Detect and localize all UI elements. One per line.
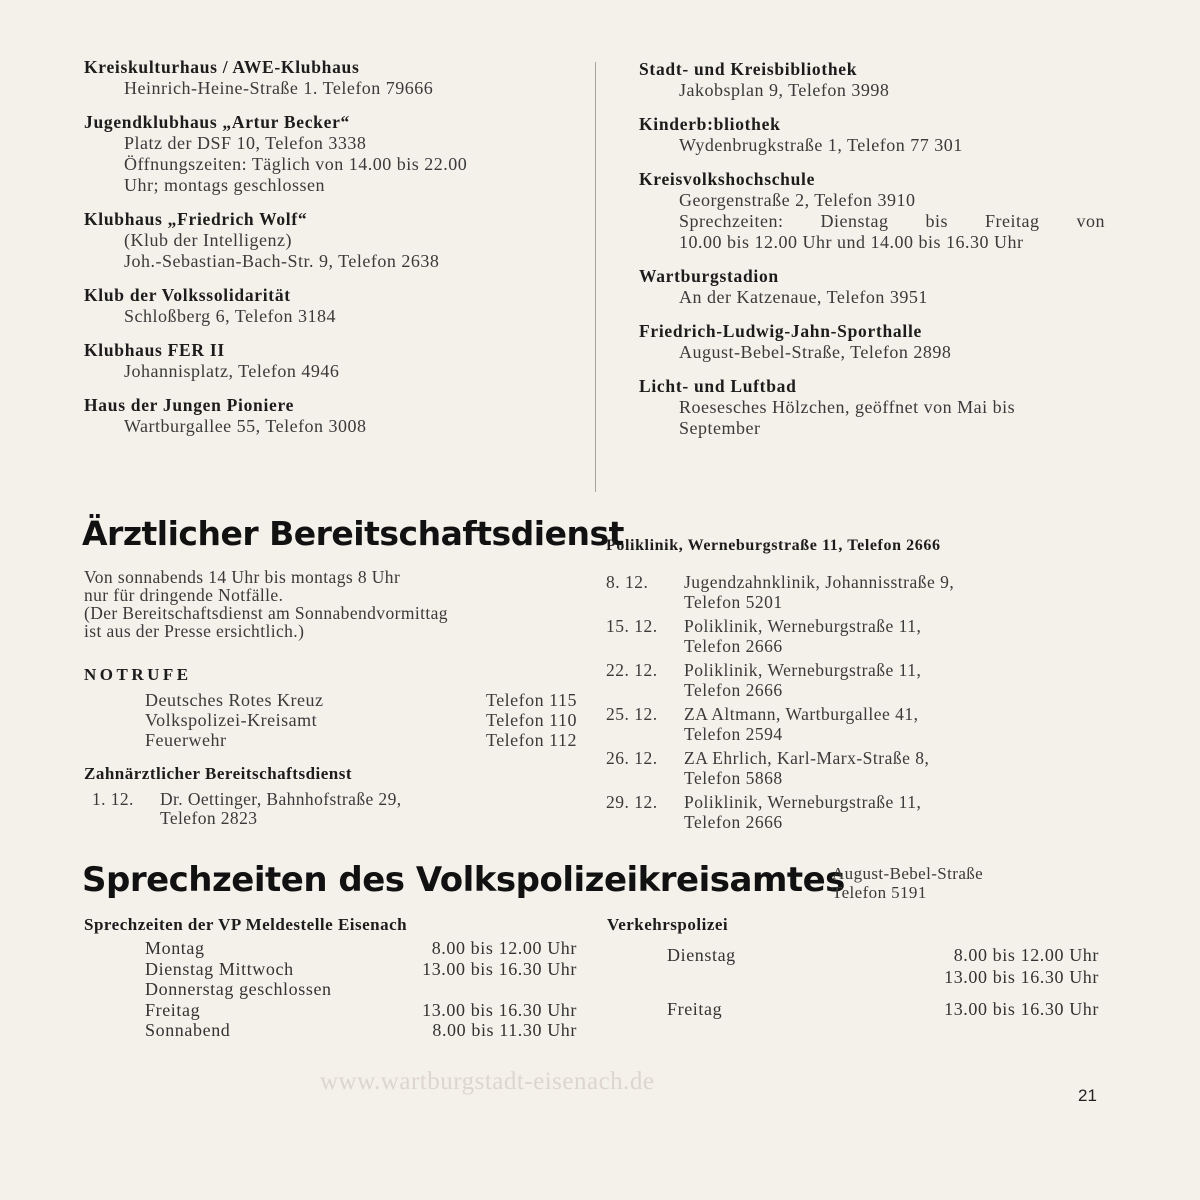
duty-line: Poliklinik, Werneburgstraße 11, [684, 660, 922, 680]
traffic-police-heading: Verkehrspolizei [607, 915, 729, 934]
entry-line: An der Katzenaue, Telefon 3951 [679, 287, 928, 307]
entry-line: Georgenstraße 2, Telefon 3910 [679, 190, 916, 210]
notruf-phone: Telefon 112 [485, 730, 577, 750]
hours-times [867, 944, 1099, 988]
entry-name: Kreisvolkshochschule [639, 169, 816, 189]
duty-line: Telefon 2666 [684, 636, 783, 656]
entry-line: Joh.-Sebastian-Bach-Str. 9, Telefon 2638 [124, 251, 440, 271]
duty-date: 22. 12. [606, 660, 658, 680]
poliklinik-address: Poliklinik, Werneburgstraße 11, Telefon 2666 [606, 537, 941, 554]
duty-text [684, 792, 921, 832]
duty-text [684, 616, 921, 656]
entry-line: Uhr; montags geschlossen [124, 175, 325, 195]
entry-name: Haus der Jungen Pioniere [84, 395, 295, 415]
entry-line: Sprechzeiten: Dienstag bis Freitag von [679, 211, 1105, 231]
section-title-police: Sprechzeiten des Volkspolizeikreisamtes [82, 860, 845, 900]
entry-name: Klubhaus „Friedrich Wolf“ [84, 209, 308, 229]
page-number: 21 [1078, 1086, 1097, 1105]
entry [84, 56, 589, 99]
emergency-notice [84, 568, 576, 640]
notice-line: Von sonnabends 14 Uhr bis montags 8 Uhr [84, 567, 401, 587]
entry-name: Stadt- und Kreisbibliothek [639, 59, 858, 79]
entry [84, 339, 589, 382]
duty-line: Telefon 2823 [160, 808, 258, 828]
entry-line: Heinrich-Heine-Straße 1. Telefon 79666 [124, 78, 434, 98]
duty-date: 26. 12. [606, 748, 658, 768]
notice-line: (Der Bereitschaftsdienst am Sonnabendvormittag [84, 603, 448, 623]
entry-line: Wartburgallee 55, Telefon 3008 [124, 416, 367, 436]
duty-text [684, 572, 954, 612]
notice-line: nur für dringende Notfälle. [84, 585, 284, 605]
list-item [606, 704, 1106, 744]
entry [639, 58, 1105, 101]
duty-date: 1. 12. [92, 789, 134, 809]
police-address [832, 864, 983, 902]
entry-line: Öffnungszeiten: Täglich von 14.00 bis 22.00 [124, 154, 468, 174]
dental-duty-heading: Zahnärztlicher Bereitschaftsdienst [84, 764, 353, 783]
list-item [606, 660, 1106, 700]
list-item [145, 730, 577, 750]
duty-text [160, 790, 402, 828]
entry [84, 208, 589, 272]
hours-time: 8.00 bis 12.00 Uhr [431, 938, 577, 958]
notruf-phone: Telefon 115 [485, 690, 577, 710]
duty-date: 25. 12. [606, 704, 658, 724]
left-entries [84, 56, 589, 449]
entry-line: August-Bebel-Straße, Telefon 2898 [679, 342, 952, 362]
address-line: Telefon 5191 [832, 883, 927, 902]
hours-time: 8.00 bis 12.00 Uhr [953, 945, 1099, 965]
duty-line: Telefon 5868 [684, 768, 783, 788]
entry [639, 375, 1105, 439]
duty-date: 15. 12. [606, 616, 658, 636]
hours-day: Dienstag [667, 945, 736, 965]
entry [639, 168, 1105, 253]
entry-line: September [679, 418, 761, 438]
notrufe-heading: NOTRUFE [84, 665, 192, 684]
entry-name: Licht- und Luftbad [639, 376, 797, 396]
list-item [92, 790, 582, 828]
list-item [145, 1000, 577, 1021]
entry-line: Johannisplatz, Telefon 4946 [124, 361, 340, 381]
duty-line: Telefon 2594 [684, 724, 783, 744]
duty-date: 8. 12. [606, 572, 649, 592]
entry-name: Kreiskulturhaus / AWE-Klubhaus [84, 57, 360, 77]
entry-line: Wydenbrugkstraße 1, Telefon 77 301 [679, 135, 963, 155]
duty-date: 29. 12. [606, 792, 658, 812]
registration-office-heading: Sprechzeiten der VP Meldestelle Eisenach [84, 915, 408, 934]
hours-note: Donnerstag geschlossen [145, 979, 332, 999]
hours-time: 13.00 bis 16.30 Uhr [944, 999, 1099, 1019]
entry-line: Jakobsplan 9, Telefon 3998 [679, 80, 890, 100]
list-item [667, 944, 1099, 988]
entry-name: Klub der Volkssolidarität [84, 285, 291, 305]
list-item [606, 572, 1106, 612]
duty-text [684, 704, 919, 744]
notrufe-list [145, 690, 577, 750]
entry [84, 284, 589, 327]
address-line: August-Bebel-Straße [832, 864, 984, 883]
entry-line: (Klub der Intelligenz) [124, 230, 292, 250]
duty-line: Jugendzahnklinik, Johannisstraße 9, [684, 572, 955, 592]
entry [84, 111, 589, 196]
duty-line: Dr. Oettinger, Bahnhofstraße 29, [160, 789, 402, 809]
entry [84, 394, 589, 437]
hours-day: Dienstag Mittwoch [145, 958, 294, 979]
entry-name: Jugendklubhaus „Artur Becker“ [84, 112, 350, 132]
duty-line: Poliklinik, Werneburgstraße 11, [684, 616, 922, 636]
entry [639, 320, 1105, 363]
notruf-name: Feuerwehr [145, 730, 227, 750]
entry-line: Roesesches Hölzchen, geöffnet von Mai bis [679, 397, 1016, 417]
entry [639, 113, 1105, 156]
duty-line: Telefon 5201 [684, 592, 783, 612]
list-item [145, 938, 577, 959]
hours-day: Sonnabend [145, 1020, 231, 1040]
list-item [145, 959, 577, 980]
registration-office-hours [145, 938, 577, 1041]
hours-day: Freitag [145, 999, 201, 1020]
entry-line: Platz der DSF 10, Telefon 3338 [124, 133, 367, 153]
hours-time: 13.00 bis 16.30 Uhr [422, 999, 577, 1020]
section-title-medical: Ärztlicher Bereitschaftsdienst [82, 514, 624, 553]
duty-line: Telefon 2666 [684, 812, 783, 832]
duty-line: ZA Altmann, Wartburgallee 41, [684, 704, 919, 724]
watermark: www.wartburgstadt-eisenach.de [320, 1068, 655, 1095]
duty-text [684, 748, 929, 788]
hours-time: 13.00 bis 16.30 Uhr [944, 967, 1099, 987]
list-item [145, 690, 577, 710]
list-item [606, 792, 1106, 832]
duty-line: ZA Ehrlich, Karl-Marx-Straße 8, [684, 748, 930, 768]
hours-day: Montag [145, 938, 205, 958]
duty-line: Telefon 2666 [684, 680, 783, 700]
list-item [606, 748, 1106, 788]
entry-name: Klubhaus FER II [84, 340, 225, 360]
hours-time: 8.00 bis 11.30 Uhr [432, 1020, 577, 1040]
notruf-phone: Telefon 110 [485, 710, 577, 730]
hours-day: Freitag [667, 999, 723, 1019]
list-item [145, 710, 577, 730]
list-item [606, 616, 1106, 656]
duty-schedule [606, 572, 1106, 836]
notruf-name: Deutsches Rotes Kreuz [145, 690, 324, 710]
list-item [667, 998, 1099, 1020]
hours-time: 13.00 bis 16.30 Uhr [422, 958, 577, 979]
entry [639, 265, 1105, 308]
duty-text [684, 660, 921, 700]
traffic-police-hours [667, 944, 1099, 1030]
notruf-name: Volkspolizei-Kreisamt [145, 710, 318, 730]
entry-line: Schloßberg 6, Telefon 3184 [124, 306, 337, 326]
entry-line: 10.00 bis 12.00 Uhr und 14.00 bis 16.30 Uhr [679, 232, 1024, 252]
entry-name: Friedrich-Ludwig-Jahn-Sporthalle [639, 321, 922, 341]
list-item [145, 1020, 577, 1041]
notice-line: ist aus der Presse ersichtlich.) [84, 621, 305, 641]
right-entries [639, 58, 1105, 451]
entry-name: Kinderb:bliothek [639, 114, 781, 134]
hours-times [867, 998, 1099, 1020]
duty-line: Poliklinik, Werneburgstraße 11, [684, 792, 922, 812]
column-divider [595, 62, 596, 492]
dental-duty-list [92, 790, 582, 828]
entry-name: Wartburgstadion [639, 266, 779, 286]
